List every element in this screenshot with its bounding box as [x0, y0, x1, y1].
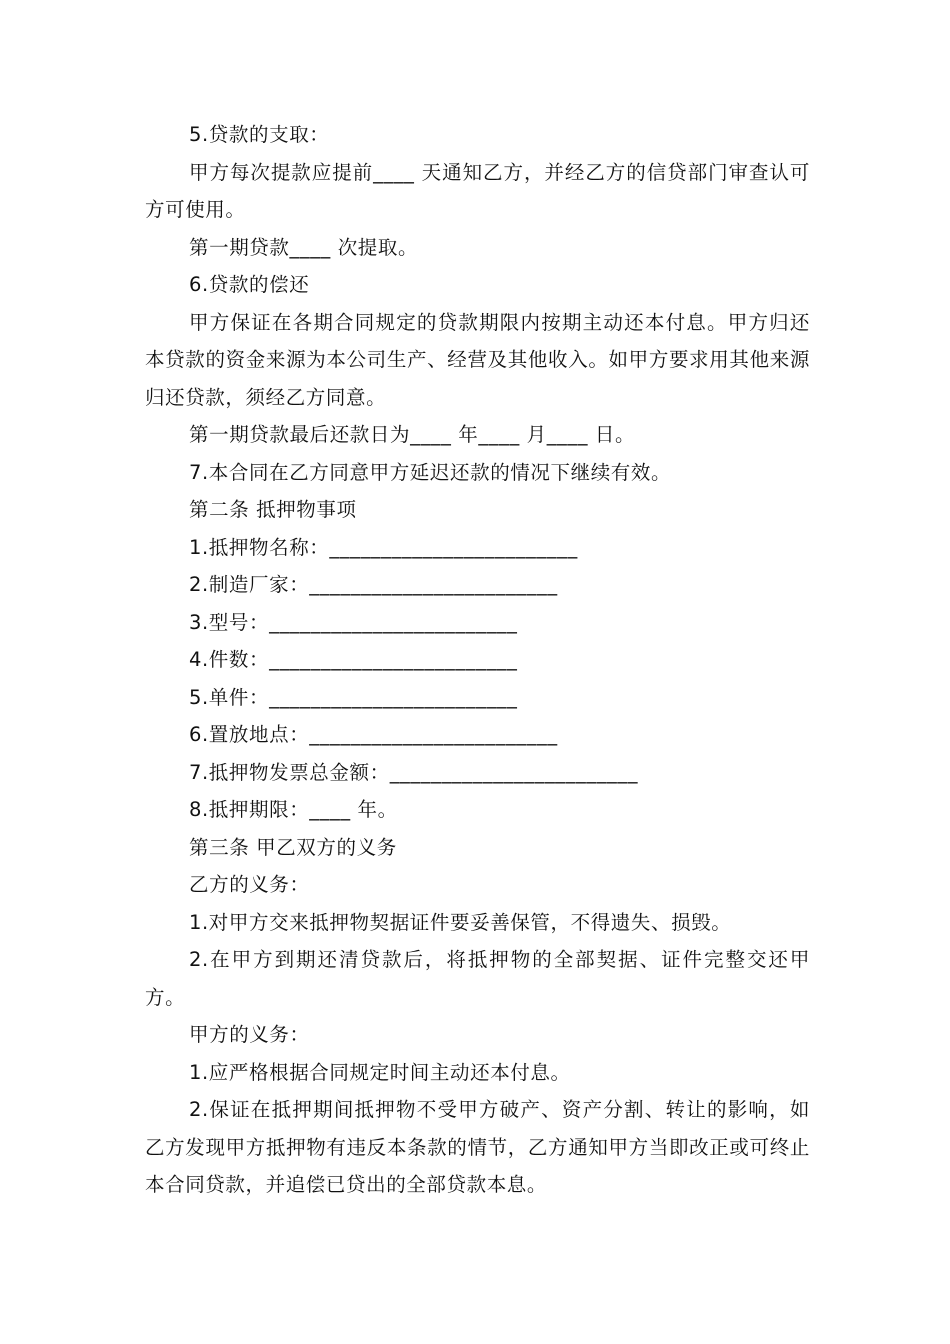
paragraph: 3.型号：________________________: [189, 610, 518, 634]
paragraph: 1.应严格根据合同规定时间主动还本付息。: [189, 1060, 571, 1084]
section-heading: 第二条 抵押物事项: [189, 498, 357, 521]
paragraph: 2.在甲方到期还清贷款后，将抵押物的全部契据、证件完整交还甲方。: [145, 948, 810, 1009]
paragraph: 7.抵押物发票总金额：________________________: [189, 760, 639, 784]
paragraph: 6.置放地点：________________________: [189, 723, 558, 746]
paragraph: 7.本合同在乙方同意甲方延迟还款的情况下继续有效。: [189, 460, 672, 484]
document-body: [145, 116, 810, 1204]
paragraph: 1.抵押物名称：________________________: [189, 535, 578, 559]
paragraph: 2.保证在抵押期间抵押物不受甲方破产、资产分割、转让的影响，如乙方发现甲方抵押物有违反本条款的情节，乙方通知甲方当即改正或可终止本合同贷款，并追偿已贷出的全部贷款本息。: [145, 1098, 810, 1196]
paragraph: 1.对甲方交来抵押物契据证件要妥善保管，不得遗失、损毁。: [189, 910, 732, 934]
section-heading: 第三条 甲乙双方的义务: [189, 835, 397, 859]
paragraph: 5.贷款的支取：: [189, 123, 330, 146]
paragraph: 4.件数：________________________: [189, 648, 518, 671]
paragraph: 甲方每次提款应提前____ 天通知乙方，并经乙方的信贷部门审查认可方可使用。: [145, 160, 810, 221]
paragraph: 甲方的义务：: [189, 1023, 310, 1046]
paragraph: 2.制造厂家：________________________: [189, 573, 558, 596]
paragraph: 乙方的义务：: [189, 873, 310, 896]
paragraph: 第一期贷款最后还款日为____ 年____ 月____ 日。: [189, 423, 636, 446]
paragraph: 6.贷款的偿还: [189, 273, 310, 296]
paragraph: 甲方保证在各期合同规定的贷款期限内按期主动还本付息。甲方归还本贷款的资金来源为本公司生产、经营及其他收入。如甲方要求用其他来源归还贷款，须经乙方同意。: [145, 310, 810, 409]
paragraph: 第一期贷款____ 次提取。: [189, 235, 419, 259]
paragraph: 5.单件：________________________: [189, 685, 518, 709]
paragraph: 8.抵押期限：____ 年。: [189, 798, 398, 821]
